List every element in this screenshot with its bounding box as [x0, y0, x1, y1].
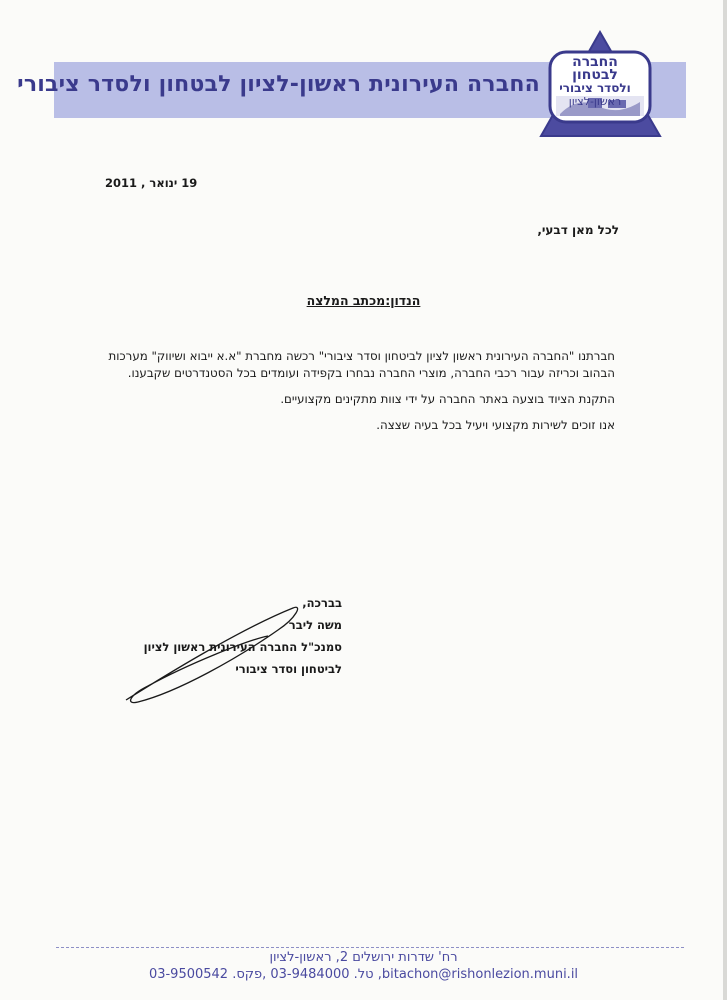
handwritten-signature — [118, 600, 308, 710]
letter-addressee: לכל מאן דבעי, — [537, 223, 619, 237]
logo-line-1: החברה לבטחון — [572, 54, 618, 83]
subject-text: הנדון:מכתב המלצה — [306, 293, 421, 308]
letter-body — [100, 348, 615, 443]
letter-subject — [0, 293, 727, 308]
footer-divider — [56, 947, 684, 948]
letter-date: 19 ינואר , 2011 — [105, 176, 198, 190]
closing: בברכה, — [302, 596, 342, 610]
scan-edge — [723, 0, 727, 1000]
logo-line-3: ראשון-לציון — [568, 95, 622, 108]
signer-title-line-2: לביטחון וסדר ציבורי — [235, 662, 342, 676]
signer-name: משה ליבר — [288, 618, 342, 632]
signer-title-line-1: סמנכ"ל החברה העירונית ראשון לציון — [143, 640, 342, 654]
body-paragraph-2: התקנת הציוד בוצעה באתר החברה על ידי צוות מתקינים מקצועיים. — [280, 392, 615, 406]
footer-contact: טל. 03-9484000 ,פקס. 03-9500542 ,bitachon@rishonlezion.muni.il — [148, 967, 579, 982]
body-paragraph-1: חברתנו "החברה העירונית ראשון לציון לביטחון וסדר ציבורי" רכשה מחברת "א.א ייבוא ושיווק" מערכות הבהוב וכריזה עבור רכבי החברה, מוצרי החברה נבחרו בקפידה ועומדים בכל הסטנדרטים שקבענו. — [108, 349, 615, 380]
organization-name: החברה העירונית ראשון-לציון לבטחון ולסדר ציבורי — [17, 72, 540, 97]
logo-text — [548, 56, 642, 108]
body-paragraph-3: אנו זוכים לשירות מקצועי ויעיל בכל בעיה שצצה. — [376, 418, 615, 432]
footer-address: רח' שדרות ירושלים 2, ראשון-לציון — [269, 950, 458, 965]
logo-line-2: ולסדר ציבורי — [559, 81, 631, 95]
